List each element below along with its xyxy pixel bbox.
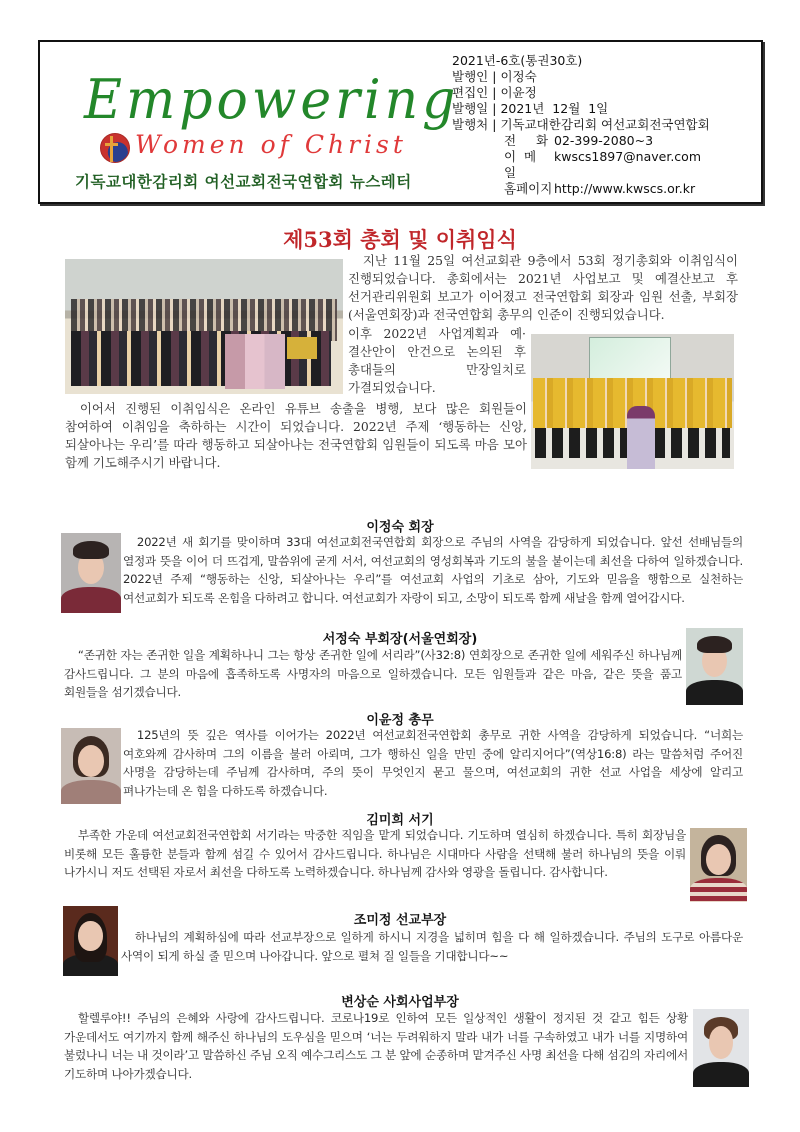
issue-number: 2021년-6호(통권30호) (452, 53, 583, 68)
publication-info (452, 53, 710, 197)
church-emblem-icon (100, 133, 130, 163)
officer-text-vice-president: “존귀한 자는 존귀한 일을 계획하나니 그는 항상 존귀한 일에 서리라”(사32:8) 연회장으로 존귀한 일에 세워주신 하나님께 감사드립니다. 그 분의 마음에 흡족하도록 사명자의 마음으로 일하겠습니다. 모든 임원들과 같은 마음, 같은 뜻을 품고 회원들을 섬기겠습니다. (64, 648, 682, 700)
officer-title-social-work-director: 변상순 사회사업부장 (341, 995, 459, 1010)
secretary-general-portrait (61, 728, 121, 804)
officer-text-mission-director: 하나님의 계획하심에 따라 선교부장으로 일하게 하시니 지경을 넓히며 힘을 다 해 일하겠습니다. 주님의 도구로 아름다운 사역이 되게 하실 줄 믿으며 나아갑니다. 앞으로 펼쳐 질 일들을 기대합니다~~ (121, 930, 743, 963)
officer-title-recording-secretary: 김미희 서기 (366, 813, 434, 828)
logo-title: Empowering (84, 68, 460, 132)
phone-row: 전 화 02-399-2080~3 (504, 133, 654, 148)
article-headline: 제53회 총회 및 이취임식 (283, 227, 517, 252)
email-link[interactable]: kwscs1897@naver.com (554, 149, 702, 164)
officer-title-secretary-general: 이윤정 총무 (366, 713, 434, 728)
officer-text-secretary-general: 125년의 뜻 깊은 역사를 이어가는 2022년 여선교회전국연합회 총무로 귀한 사역을 감당하게 되었습니다. “너희는 여호와께 감사하며 그의 이름을 불러 아뢰며, 그가 행하신 일을 만민 중에 알리지어다”(역상16:8) 라는 말씀처럼 주어진 사명을 감당하는데 주님께 감사하며, 주의 뜻이 무엇인지 묻고 물으며, 여선교회의 귀한 선교 사업을 세상에 알리고 펴나가는데 온 힘을 다하도록 하겠습니다. (123, 728, 743, 798)
masthead (38, 40, 763, 204)
article-paragraph-1-continued: 이후 2022년 사업계획과 예·결산안이 안건으로 논의된 후 총대들의 만장일치로 가결되었습니다. (348, 326, 526, 395)
homepage-row: 홈페이지 http://www.kwscs.or.kr (504, 181, 696, 196)
general-assembly-group-photo (65, 259, 343, 394)
recording-secretary-portrait (690, 828, 747, 902)
officer-text-social-work-director: 할렐루야!! 주님의 은혜와 사랑에 감사드립니다. 코로나19로 인하여 모든 일상적인 생활이 정지된 것 같고 힘든 상황 가운데서도 여기까지 함께 해주신 하나님의 도우심을 믿으며 ‘너는 두려워하지 말라 내가 너를 구속하였고 내가 너를 지명하여 불렀나니 너는 내 것이라’고 말씀하신 주님 오직 예수그리스도 그 분 앞에 순종하며 맡겨주신 사명 최선을 다해 섬김의 자리에서 기도하며 나아가겠습니다. (64, 1011, 688, 1081)
officer-title-mission-director: 조미정 선교부장 (353, 913, 447, 928)
inauguration-choir-photo (531, 334, 734, 469)
officer-text-recording-secretary: 부족한 가운데 여선교회전국연합회 서기라는 막중한 직임을 맡게 되었습니다. 기도하며 열심히 하겠습니다. 특히 회장님을 비롯해 모든 훌륭한 분들과 함께 섬길 수 있어서 감사드립니다. 하나님은 시대마다 사람을 선택해 불러 하나님의 뜻을 이뤄 나가시니 저도 선택된 자로서 최선을 다하도록 노력하겠습니다. 하나님께 감사와 영광을 돌립니다. 감사합니다. (64, 828, 686, 880)
editor-row: 편집인 | 이윤정 (452, 85, 537, 100)
publishing-org-row: 발행처 | 기독교대한감리회 여선교회전국연합회 (452, 117, 710, 132)
article-paragraph-2: 이어서 진행된 이취임식은 온라인 유튜브 송출을 병행, 보다 많은 회원들이 참여하여 이취임을 축하하는 시간이 되었습니다. 2022년 주제 ‘행동하는 신앙, 되살아나는 우리’를 따라 행동하고 되살아나는 전국연합회 임원들이 되도록 마음 모아 함께 기도해주시기 바랍니다. (65, 401, 527, 470)
homepage-link[interactable]: http://www.kwscs.or.kr (554, 181, 696, 196)
email-row: 이 메 일 kwscs1897@naver.com (504, 149, 702, 180)
logo-subtitle: Women of Christ (135, 130, 407, 159)
publisher-row: 발행인 | 이정숙 (452, 69, 537, 84)
publish-date-row: 발행일 | 2021년 12월 1일 (452, 101, 609, 116)
officer-text-president: 2022년 새 회기를 맞이하며 33대 여선교회전국연합회 회장으로 주님의 사역을 감당하게 되었습니다. 앞선 선배님들의 열정과 뜻을 이어 더 뜨겁게, 말씀위에 굳게 서서, 여선교회의 영성회복과 기도의 불을 붙이는데 최선을 다하여 일하겠습니다. 2022년 주제 “행동하는 신앙, 되살아나는 우리”를 여선교회 사업의 기초로 삼아, 기도와 믿음을 행함으로 실천하는 여선교회가 되도록 온힘을 다하려고 합니다. 여선교회가 자랑이 되고, 소망이 되도록 함께 새날을 함께 열어갑시다. (123, 535, 743, 605)
mission-director-portrait (63, 906, 118, 976)
newsletter-org-name: 기독교대한감리회 여선교회전국연합회 뉴스레터 (75, 173, 412, 191)
officer-title-vice-president: 서정숙 부회장(서울연회장) (322, 632, 478, 647)
social-work-director-portrait (693, 1009, 749, 1087)
vice-president-portrait (686, 628, 743, 705)
officer-title-president: 이정숙 회장 (366, 520, 434, 535)
phone-number: 02-399-2080~3 (554, 133, 654, 148)
article-paragraph-1: 지난 11월 25일 여선교회관 9층에서 53회 정기총회와 이취임식이 진행되었습니다. 총회에서는 2021년 사업보고 및 예결산보고 후 선거관리위원회 보고가 이어졌고 전국연합회 회장과 임원 선출, 부회장(서울연회장)과 전국연합회 총무의 인준이 진행되었습니다. (348, 253, 738, 322)
president-portrait (61, 533, 121, 613)
